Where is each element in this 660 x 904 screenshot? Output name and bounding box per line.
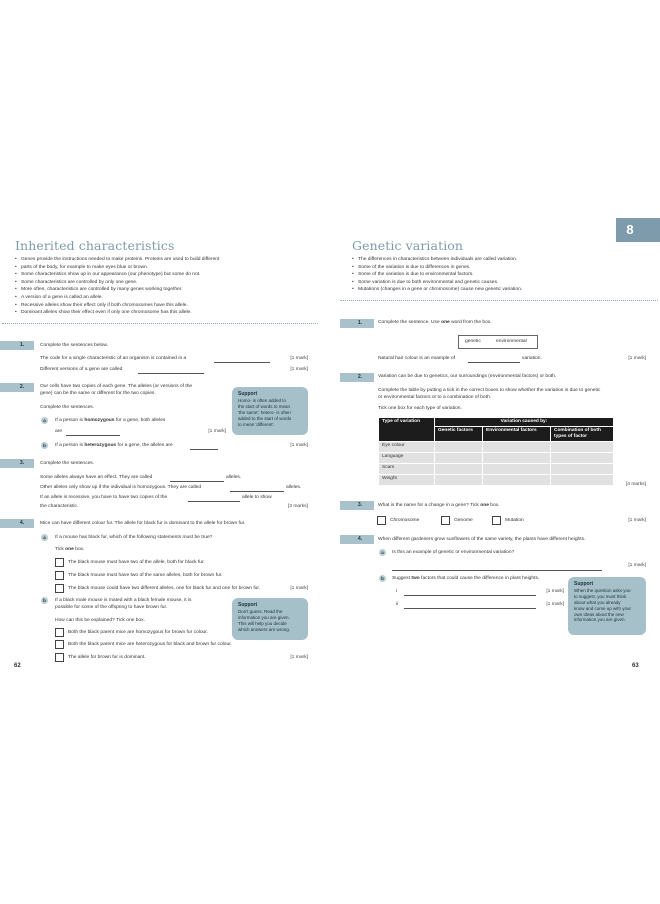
row-label: Eye colour xyxy=(379,441,435,452)
key-term: heterozygous xyxy=(84,443,117,448)
support-text: which answers are wrong. xyxy=(238,626,291,632)
support-title: Support xyxy=(238,602,258,608)
tick-box[interactable] xyxy=(55,653,64,662)
marks-label: [3 marks] xyxy=(287,504,308,509)
text-part: word from the box. xyxy=(449,320,492,325)
text-part: for a gene, the alleles are xyxy=(116,443,173,448)
support-text: added to the start of words xyxy=(238,415,292,421)
question-prompt xyxy=(378,503,500,509)
left-intro-bullets xyxy=(15,256,219,317)
question-text: alleles. xyxy=(286,485,302,490)
bullet: • Some characteristics show up in our appearance (our phenotype) but some do not. xyxy=(15,271,219,279)
support-text: Homo- is often added to xyxy=(238,398,287,404)
tick-box[interactable] xyxy=(55,628,64,637)
option-text: The black mouse could have two different alleles, one for black fur and one for brown fur. xyxy=(68,586,261,591)
sub-question-letter: a xyxy=(41,417,48,424)
question-text: Tick one box for each type of variation. xyxy=(378,406,462,411)
tick-cell[interactable] xyxy=(551,474,614,485)
question-prompt: Mice can have different colour fur. The allele for black fur is dominant to the allele for brown fur. xyxy=(40,521,246,526)
row-label: Language xyxy=(379,452,435,463)
table-row xyxy=(379,463,614,474)
question-prompt: Complete the sentences below. xyxy=(40,343,108,348)
option-text: Mutation xyxy=(505,518,524,523)
question-text xyxy=(55,418,165,424)
table-row xyxy=(379,474,614,485)
support-text: This will help you decide xyxy=(238,620,287,626)
bullet: • Recessive alleles show their effect only if both chromosomes have this allele. xyxy=(15,302,219,310)
text-part: factors that could cause the difference in plant heights. xyxy=(419,576,540,581)
variation-table xyxy=(378,417,614,486)
bullet: • Some variation is due to both environmental and genetic causes. xyxy=(352,279,522,287)
tick-cell[interactable] xyxy=(551,452,614,463)
support-text: to mean 'different'. xyxy=(238,421,275,427)
question-number: 3. xyxy=(357,502,363,508)
key-term: one xyxy=(441,320,450,325)
marks-label: [1 mark] xyxy=(290,443,308,448)
marks-label: [1 mark] xyxy=(628,356,646,361)
question-prompt: gene) can be the same or different for the two copies. xyxy=(40,391,156,396)
answer-line[interactable] xyxy=(190,449,218,450)
text-part: Complete the sentence. Use xyxy=(378,320,442,325)
text-part: box. xyxy=(488,503,500,508)
chapter-number: 8 xyxy=(626,222,634,237)
support-text: information you are given. xyxy=(238,615,290,621)
tick-box-chromosome[interactable] xyxy=(377,516,386,525)
table-row xyxy=(379,441,614,452)
question-text: allele to show xyxy=(242,495,272,500)
support-title: Support xyxy=(574,581,594,587)
tick-cell[interactable] xyxy=(551,463,614,474)
support-text: to suggest, you must think xyxy=(574,594,627,600)
marks-label: [1 mark] xyxy=(290,655,308,660)
word-option: environmental xyxy=(496,339,527,344)
question-number: 3. xyxy=(19,460,25,466)
right-intro-bullets xyxy=(352,256,522,294)
sub-question-letter: b xyxy=(41,597,48,604)
question-number: 4. xyxy=(19,520,25,526)
answer-line[interactable] xyxy=(468,362,520,363)
marks-label: [1 mark] xyxy=(290,367,308,372)
text-part: box. xyxy=(73,547,85,552)
support-text: about what you already xyxy=(574,599,621,605)
tick-cell[interactable] xyxy=(435,463,483,474)
marks-label: [1 mark] xyxy=(290,586,308,591)
question-number: 4. xyxy=(357,536,363,542)
option-text: Both the black parent mice are heterozygous for black and brown fur colour. xyxy=(68,642,232,647)
question-text: If a mouse has black fur, which of the following statements must be true? xyxy=(55,535,213,540)
text-part: for a gene, both alleles xyxy=(114,418,166,423)
support-box xyxy=(232,387,308,435)
question-prompt: Variation can be due to genetics, our surroundings (environmental factors) or both. xyxy=(378,374,557,379)
right-page-title: Genetic variation xyxy=(352,238,464,253)
text-part: If a person is xyxy=(55,443,85,448)
answer-numeral: i xyxy=(396,589,398,594)
marks-label: [1 mark] xyxy=(546,589,564,594)
text-part: Suggest xyxy=(392,576,412,581)
answer-line[interactable] xyxy=(66,435,120,436)
question-text: Complete the table by putting a tick in the correct boxes to show whether the variation is due to genetic xyxy=(378,388,601,393)
answer-line[interactable] xyxy=(170,481,224,482)
key-term: one xyxy=(480,503,489,508)
question-number: 1. xyxy=(19,342,25,348)
key-term: homozygous xyxy=(84,418,115,423)
bullet: • A version of a gene is called an allele. xyxy=(15,294,219,302)
page-number: 63 xyxy=(632,663,639,669)
question-text: or environmental factors or to a combination of both. xyxy=(378,395,492,400)
table-row xyxy=(379,452,614,463)
question-prompt: Complete the sentences. xyxy=(40,405,95,410)
answer-numeral: ii xyxy=(396,602,399,607)
tick-box[interactable] xyxy=(55,571,64,580)
question-text: Other alleles only show up if the individual is homozygous. They are called xyxy=(40,485,202,490)
option-text: The black mouse must have two of the same alleles, both for brown fur. xyxy=(68,573,223,578)
page-number: 62 xyxy=(14,663,21,669)
tick-cell[interactable] xyxy=(435,452,483,463)
question-text: variation. xyxy=(522,356,542,361)
tick-box[interactable] xyxy=(55,558,64,567)
sub-question-letter: a xyxy=(379,549,386,556)
bullet: • Mutations (changes in a gene or chromosome) cause new genetic variation. xyxy=(352,286,522,294)
bullet-continuation: • parts of the body, for example to make eyes blue or brown. xyxy=(15,264,219,272)
bullet: • Some characteristics are controlled by only one gene. xyxy=(15,279,219,287)
question-text: possible for some of the offspring to have brown fur. xyxy=(55,605,168,610)
sub-question-letter: b xyxy=(379,575,386,582)
word-option: genetic xyxy=(465,339,481,344)
tick-box[interactable] xyxy=(55,640,64,649)
row-label: Weight xyxy=(379,474,435,485)
tick-box-mutation[interactable] xyxy=(492,516,501,525)
marks-label: [1 mark] xyxy=(628,563,646,568)
bullet: • The differences in characteristics between individuals are called variation. xyxy=(352,256,522,264)
tick-cell[interactable] xyxy=(483,452,551,463)
bullet: • Some of the variation is due to environmental factors. xyxy=(352,271,522,279)
question-prompt xyxy=(378,320,492,326)
marks-label: [1 mark] xyxy=(546,602,564,607)
question-text: If an allele is recessive, you have to have two copies of the xyxy=(40,495,168,500)
table-header: Environmental factors xyxy=(483,426,551,441)
support-text: When the question asks you xyxy=(574,588,631,594)
support-text: the start of words to mean xyxy=(238,404,291,410)
question-text: Some alleles always have an effect. They are called xyxy=(40,475,153,480)
marks-label: [1 mark] xyxy=(628,518,646,523)
support-title: Support xyxy=(238,391,258,397)
question-text: Is this an example of genetic or environmental variation? xyxy=(392,550,515,555)
tick-instruction xyxy=(55,547,84,553)
option-text: Genome xyxy=(454,518,473,523)
answer-line[interactable] xyxy=(188,501,240,502)
question-text: How can this be explained? Tick one box. xyxy=(55,618,145,623)
answer-line[interactable] xyxy=(392,570,602,571)
tick-cell[interactable] xyxy=(483,463,551,474)
question-text: If a black male mouse is mated with a black female mouse, it is xyxy=(55,598,192,603)
answer-line[interactable] xyxy=(214,362,270,363)
question-text: the characteristic. xyxy=(40,504,79,509)
question-prompt: When different gardeners grow sunflowers of the same variety, the plants have different heights. xyxy=(378,537,586,542)
option-text: The black mouse must have two of the allele, both for black fur. xyxy=(68,560,205,565)
marks-label: [1 mark] xyxy=(208,429,226,434)
question-number: 2. xyxy=(357,374,363,380)
support-box xyxy=(568,577,646,635)
tick-cell[interactable] xyxy=(551,441,614,452)
answer-line[interactable] xyxy=(230,491,284,492)
option-text: The allele for brown fur is dominant. xyxy=(68,655,146,660)
question-text: are xyxy=(55,429,63,434)
question-number: 2. xyxy=(19,384,25,390)
left-page-title: Inherited characteristics xyxy=(15,238,175,253)
bullet: • More often, characteristics are controlled by many genes working together. xyxy=(15,286,219,294)
table-header-group: Variation caused by: xyxy=(435,418,614,427)
support-box xyxy=(232,598,308,640)
text-part: Tick xyxy=(55,547,66,552)
bullet: • Dominant alleles show their effect even if only one chromosome has this allele. xyxy=(15,309,219,317)
tick-cell[interactable] xyxy=(435,474,483,485)
question-number: 1. xyxy=(357,320,363,326)
key-term: two xyxy=(411,576,420,581)
option-text: Chromosome xyxy=(390,518,420,523)
support-text: know and come up with your xyxy=(574,605,632,611)
question-prompt: Our cells have two copies of each gene. The alleles (or versions of the xyxy=(40,384,193,389)
question-text: Different versions of a gene are called xyxy=(40,367,123,372)
question-text: alleles. xyxy=(226,475,242,480)
question-text: Natural hair colour is an example of xyxy=(378,356,455,361)
table-header: Genetic factors xyxy=(435,426,483,441)
support-text: Don't guess. Read the xyxy=(238,609,283,615)
question-text xyxy=(392,576,539,582)
answer-line[interactable] xyxy=(404,608,536,609)
divider xyxy=(2,323,318,324)
divider xyxy=(340,300,658,301)
support-text: information you are given. xyxy=(574,617,626,623)
marks-label: [4 marks] xyxy=(625,482,646,487)
marks-label: [1 mark] xyxy=(290,356,308,361)
row-label: Scars xyxy=(379,463,435,474)
text-part: If a person is xyxy=(55,418,85,423)
sub-question-letter: a xyxy=(41,534,48,541)
support-text: 'the same'; hetero- is often xyxy=(238,409,291,415)
option-text: Both the black parent mice are homozygous for brown fur colour. xyxy=(68,630,208,635)
question-text xyxy=(55,443,173,449)
key-term: one xyxy=(65,547,74,552)
tick-box-genome[interactable] xyxy=(441,516,450,525)
question-prompt: Complete the sentences. xyxy=(40,461,95,466)
tick-cell[interactable] xyxy=(483,474,551,485)
sub-question-letter: b xyxy=(41,442,48,449)
answer-line[interactable] xyxy=(138,373,204,374)
table-header: Type of variation xyxy=(379,418,435,442)
tick-cell[interactable] xyxy=(483,441,551,452)
tick-cell[interactable] xyxy=(435,441,483,452)
question-text: The code for a single characteristic of an organism is contained in a xyxy=(40,356,187,361)
bullet: • Genes provide the instructions needed to make proteins. Proteins are used to build different xyxy=(15,256,219,264)
tick-box[interactable] xyxy=(55,584,64,593)
text-part: What is the name for a change in a gene? Tick xyxy=(378,503,481,508)
support-text: own ideas about the new xyxy=(574,611,624,617)
answer-line[interactable] xyxy=(404,595,536,596)
bullet: • Some of the variation is due to differences in genes. xyxy=(352,264,522,272)
table-header: Combination of both types of factor xyxy=(551,426,614,441)
